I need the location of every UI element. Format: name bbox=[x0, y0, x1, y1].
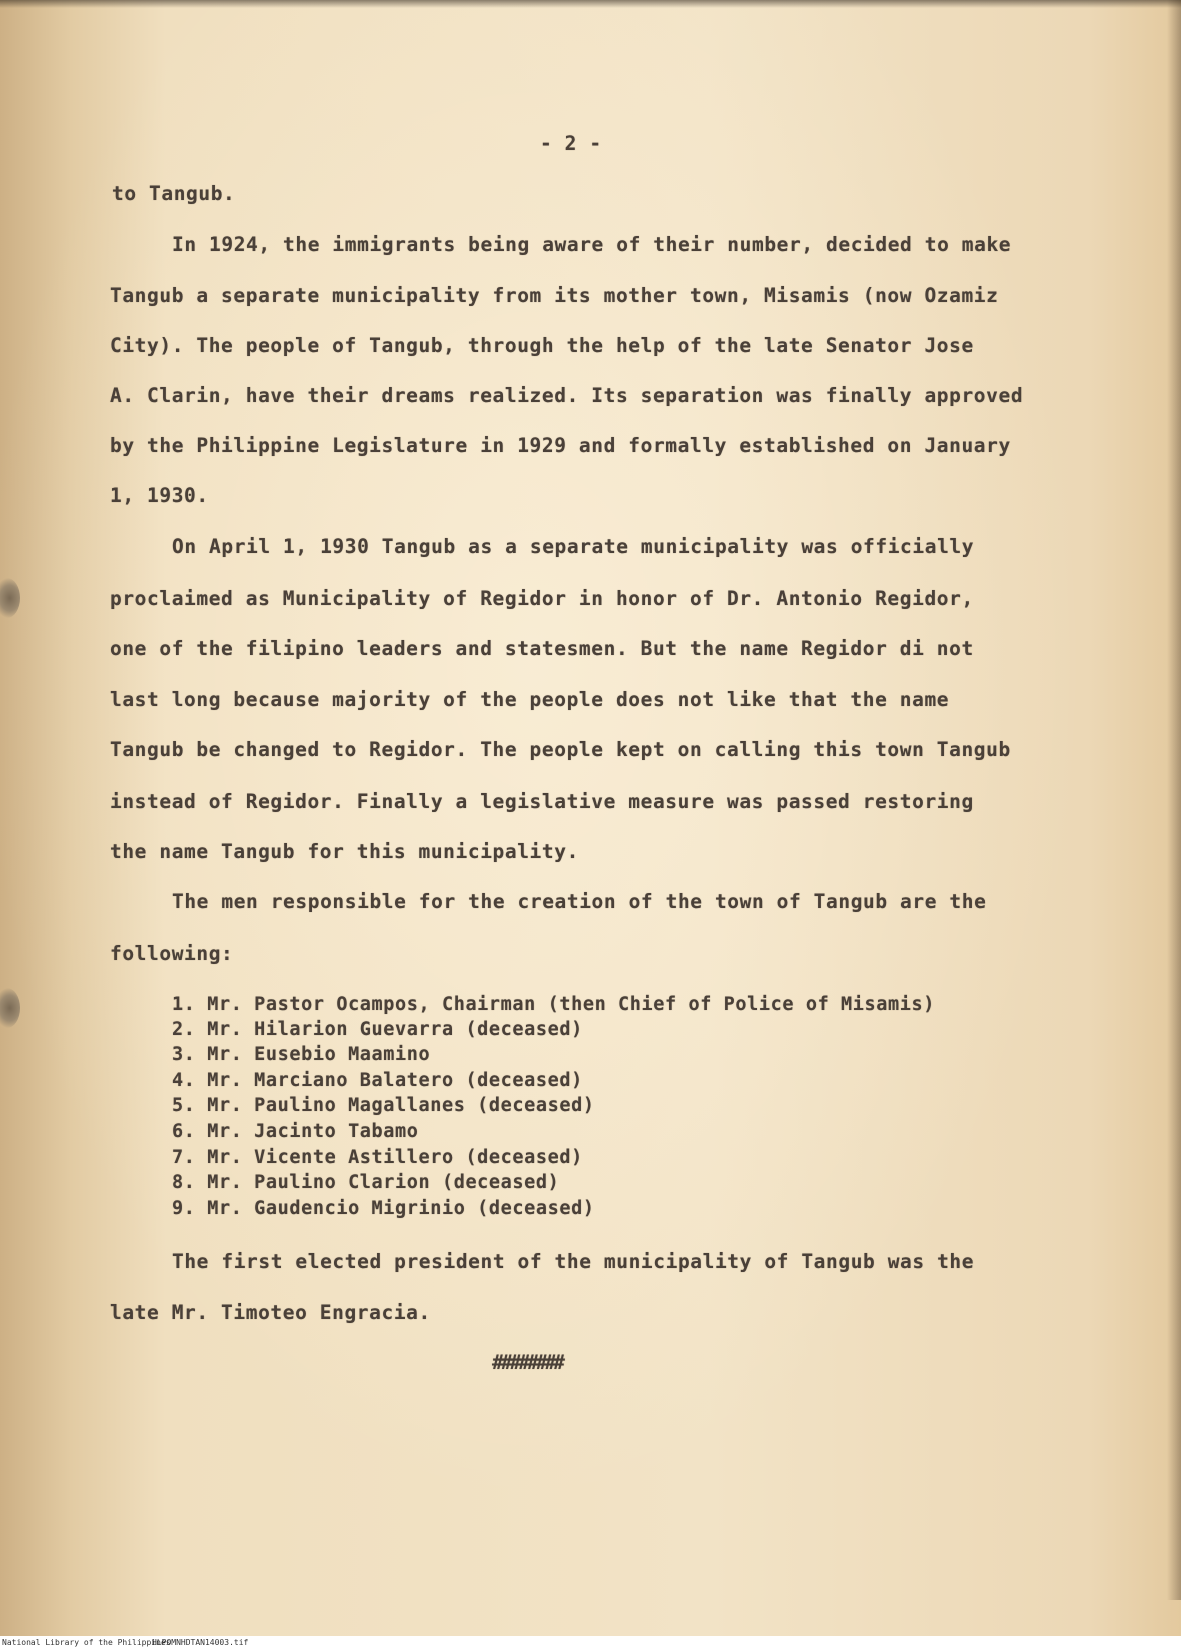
founder-list-item: 5. Mr. Paulino Magallanes (deceased) bbox=[172, 1095, 595, 1116]
body-line: proclaimed as Municipality of Regidor in honor of Dr. Antonio Regidor, bbox=[110, 587, 974, 610]
page-number: - 2 - bbox=[540, 132, 602, 155]
body-line: Tangub a separate municipality from its mother town, Misamis (now Ozamiz bbox=[110, 284, 999, 307]
body-line: Tangub be changed to Regidor. The people kept on calling this town Tangub bbox=[110, 738, 1011, 761]
punch-hole-upper bbox=[0, 578, 20, 618]
body-line: the name Tangub for this municipality. bbox=[110, 840, 579, 863]
body-line: In 1924, the immigrants being aware of their number, decided to make bbox=[172, 233, 1012, 256]
body-line: instead of Regidor. Finally a legislative measure was passed restoring bbox=[110, 790, 974, 813]
body-line: to Tangub. bbox=[112, 182, 236, 205]
founder-list-item: 4. Mr. Marciano Balatero (deceased) bbox=[172, 1070, 583, 1091]
body-line: The men responsible for the creation of the town of Tangub are the bbox=[172, 890, 987, 913]
end-separator: ######## bbox=[492, 1351, 562, 1374]
punch-hole-lower bbox=[0, 988, 20, 1028]
body-line: A. Clarin, have their dreams realized. Its separation was finally approved bbox=[110, 384, 1024, 407]
founder-list-item: 8. Mr. Paulino Clarion (deceased) bbox=[172, 1172, 560, 1193]
founder-list-item: 9. Mr. Gaudencio Migrinio (deceased) bbox=[172, 1198, 595, 1219]
footer-file-code: HLPOMNHDTAN14003.tif bbox=[152, 1638, 249, 1647]
body-line: City). The people of Tangub, through the help of the late Senator Jose bbox=[110, 334, 974, 357]
body-line: by the Philippine Legislature in 1929 and formally established on January bbox=[110, 434, 1011, 457]
founder-list-item: 3. Mr. Eusebio Maamino bbox=[172, 1044, 431, 1065]
closing-line: late Mr. Timoteo Engracia. bbox=[110, 1301, 431, 1324]
founder-list-item: 1. Mr. Pastor Ocampos, Chairman (then Chief of Police of Misamis) bbox=[172, 994, 935, 1015]
top-edge-shadow bbox=[0, 0, 1181, 8]
body-line: 1, 1930. bbox=[110, 484, 209, 507]
body-line: following: bbox=[110, 942, 234, 965]
body-line: On April 1, 1930 Tangub as a separate municipality was officially bbox=[172, 535, 975, 558]
founder-list-item: 7. Mr. Vicente Astillero (deceased) bbox=[172, 1147, 583, 1168]
body-line: one of the filipino leaders and statesmen. But the name Regidor di not bbox=[110, 637, 974, 660]
footer-library-label: National Library of the Philippines bbox=[2, 1638, 171, 1647]
closing-line: The first elected president of the municipality of Tangub was the bbox=[172, 1250, 975, 1273]
body-line: last long because majority of the people does not like that the name bbox=[110, 688, 950, 711]
founder-list-item: 6. Mr. Jacinto Tabamo bbox=[172, 1121, 419, 1142]
right-edge-shadow bbox=[1167, 0, 1181, 1600]
founder-list-item: 2. Mr. Hilarion Guevarra (deceased) bbox=[172, 1019, 583, 1040]
